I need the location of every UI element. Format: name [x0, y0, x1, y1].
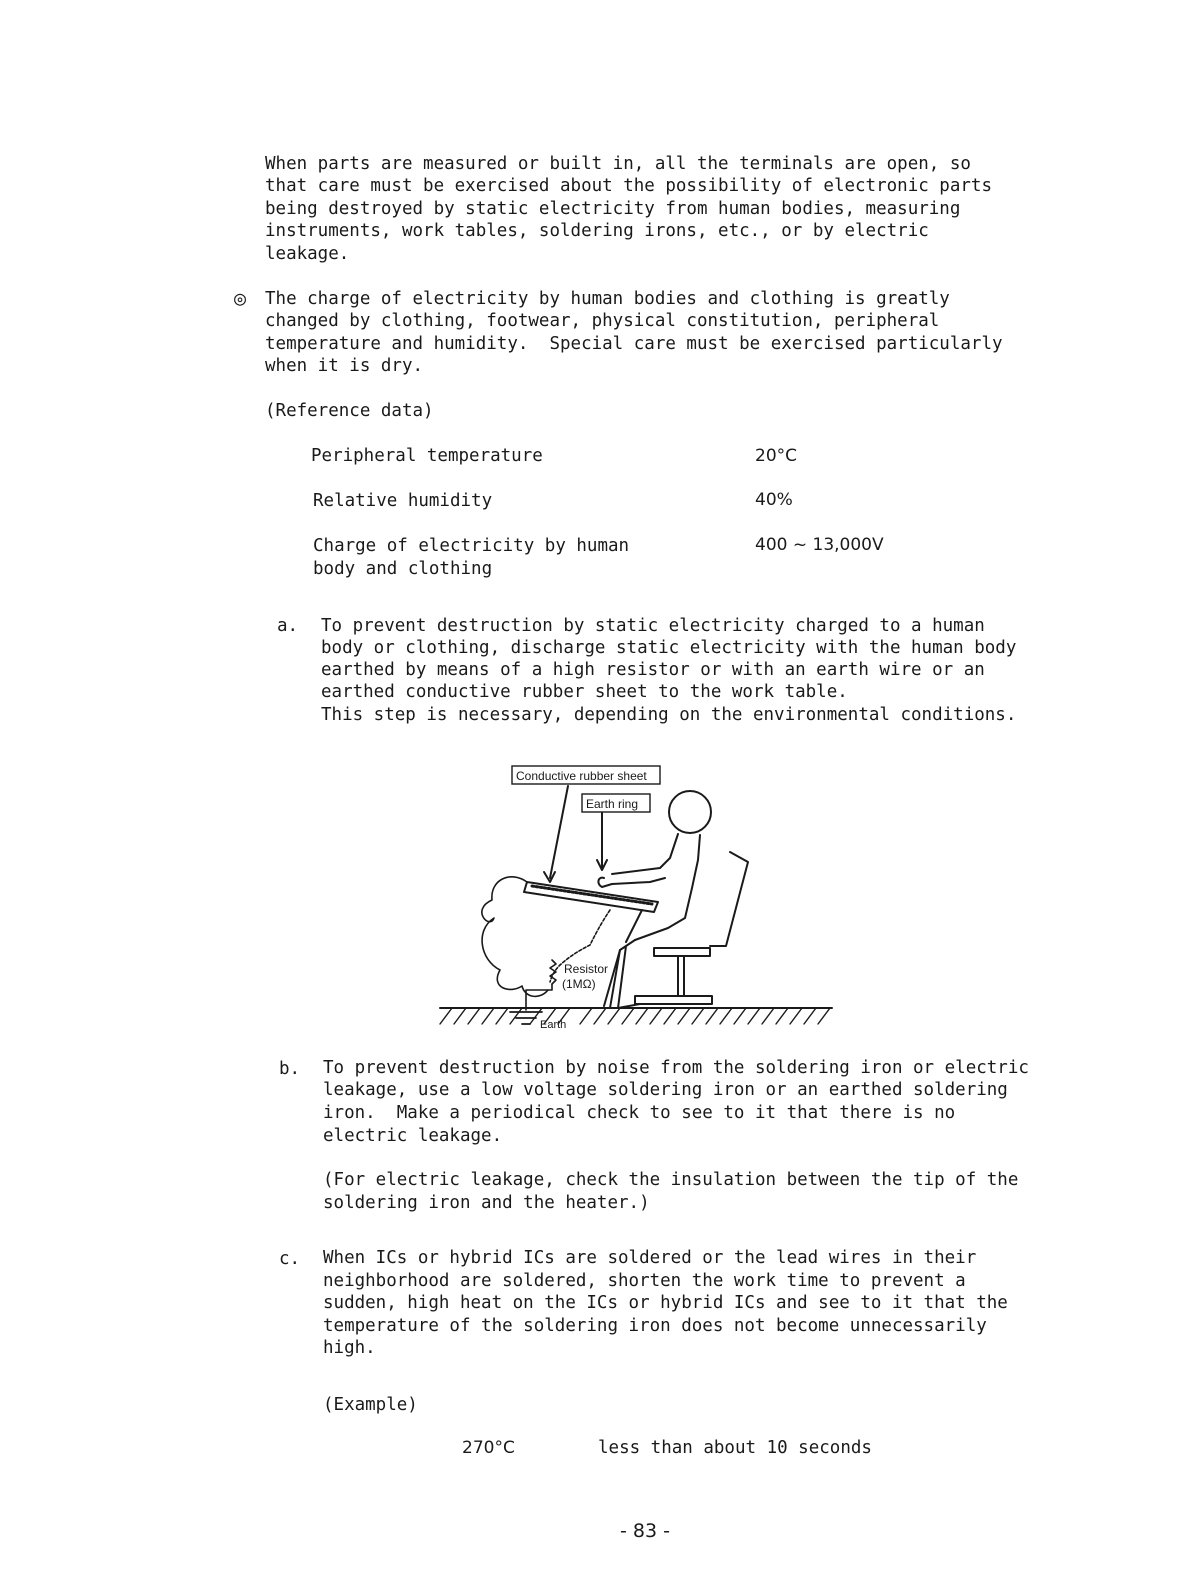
double-circle-icon: ◎	[234, 286, 247, 310]
item-a-line: earthed by means of a high resistor or with an earth wire or an	[321, 660, 985, 680]
page-number: - 83 -	[620, 1520, 670, 1542]
reference-label: Charge of electricity by human	[313, 536, 630, 556]
conductive-arrow-line	[550, 786, 568, 878]
reference-heading: (Reference data)	[265, 401, 434, 421]
item-b-line: electric leakage.	[323, 1126, 503, 1146]
earth-label: Earth	[540, 1019, 567, 1031]
item-marker: c.	[279, 1249, 301, 1269]
intro-line: being destroyed by static electricity from human bodies, measuring	[265, 199, 961, 219]
reference-label: Peripheral temperature	[311, 446, 543, 466]
note-line: The charge of electricity by human bodies and clothing is greatly	[265, 289, 950, 309]
reference-value: 40%	[755, 490, 793, 510]
item-c-line: When ICs or hybrid ICs are soldered or the lead wires in their	[323, 1248, 977, 1268]
earth-ring-label: Earth ring	[586, 797, 639, 811]
person-back	[635, 835, 700, 940]
item-c-line: temperature of the soldering iron does not become unnecessarily	[323, 1316, 987, 1336]
intro-line: instruments, work tables, soldering irons, etc., or by electric	[265, 221, 929, 241]
item-c-line: high.	[323, 1338, 376, 1358]
chair-seat	[654, 948, 710, 956]
person-arm-upper	[612, 834, 678, 874]
item-b-note-line: soldering iron and the heater.)	[323, 1193, 650, 1213]
item-b-note-line: (For electric leakage, check the insulation between the tip of the	[323, 1170, 1019, 1190]
reference-label: body and clothing	[313, 559, 493, 579]
item-marker: a.	[277, 616, 299, 636]
example-heading: (Example)	[323, 1395, 418, 1415]
resistor-label: Resistor	[564, 962, 609, 976]
reference-value: 20°C	[755, 446, 798, 466]
reference-label: Relative humidity	[313, 491, 493, 511]
intro-line: leakage.	[265, 244, 350, 264]
resistor-lead	[526, 984, 552, 1010]
item-c-line: sudden, high heat on the ICs or hybrid ICs and see to it that the	[323, 1293, 1008, 1313]
grounding-diagram	[430, 760, 840, 1040]
example-temperature: 270°C	[462, 1438, 515, 1458]
resistor-value: (1MΩ)	[562, 977, 596, 991]
item-marker: b.	[279, 1059, 301, 1079]
floor-hatching	[440, 1008, 830, 1024]
item-a-line: To prevent destruction by static electricity charged to a human	[321, 616, 985, 636]
chair-back	[710, 852, 748, 946]
intro-line: When parts are measured or built in, all the terminals are open, so	[265, 154, 971, 174]
intro-line: that care must be exercised about the possibility of electronic parts	[265, 176, 992, 196]
item-b-line: To prevent destruction by noise from the soldering iron or electric	[323, 1058, 1029, 1078]
item-c-line: neighborhood are soldered, shorten the work time to prevent a	[323, 1271, 966, 1291]
chair-post	[678, 956, 684, 996]
item-a-line: body or clothing, discharge static electricity with the human body	[321, 638, 1017, 658]
conductive-label: Conductive rubber sheet	[516, 769, 647, 783]
chair-base	[635, 996, 712, 1004]
item-b-line: leakage, use a low voltage soldering iron or an earthed soldering	[323, 1080, 1008, 1100]
item-a-line: earthed conductive rubber sheet to the work table.	[321, 682, 848, 702]
item-a-line: This step is necessary, depending on the environmental conditions.	[321, 705, 1017, 725]
reference-value: 400 ~ 13,000V	[755, 535, 884, 555]
earth-ring-hand	[598, 878, 612, 887]
example-time: less than about 10 seconds	[598, 1438, 872, 1458]
note-line: changed by clothing, footwear, physical constitution, peripheral	[265, 311, 940, 331]
note-line: temperature and humidity. Special care must be exercised particularly	[265, 334, 1003, 354]
person-head	[669, 791, 711, 833]
table-leg	[604, 910, 642, 1006]
person-arm-lower	[612, 878, 665, 884]
note-line: when it is dry.	[265, 356, 424, 376]
item-b-line: iron. Make a periodical check to see to it that there is no	[323, 1103, 956, 1123]
